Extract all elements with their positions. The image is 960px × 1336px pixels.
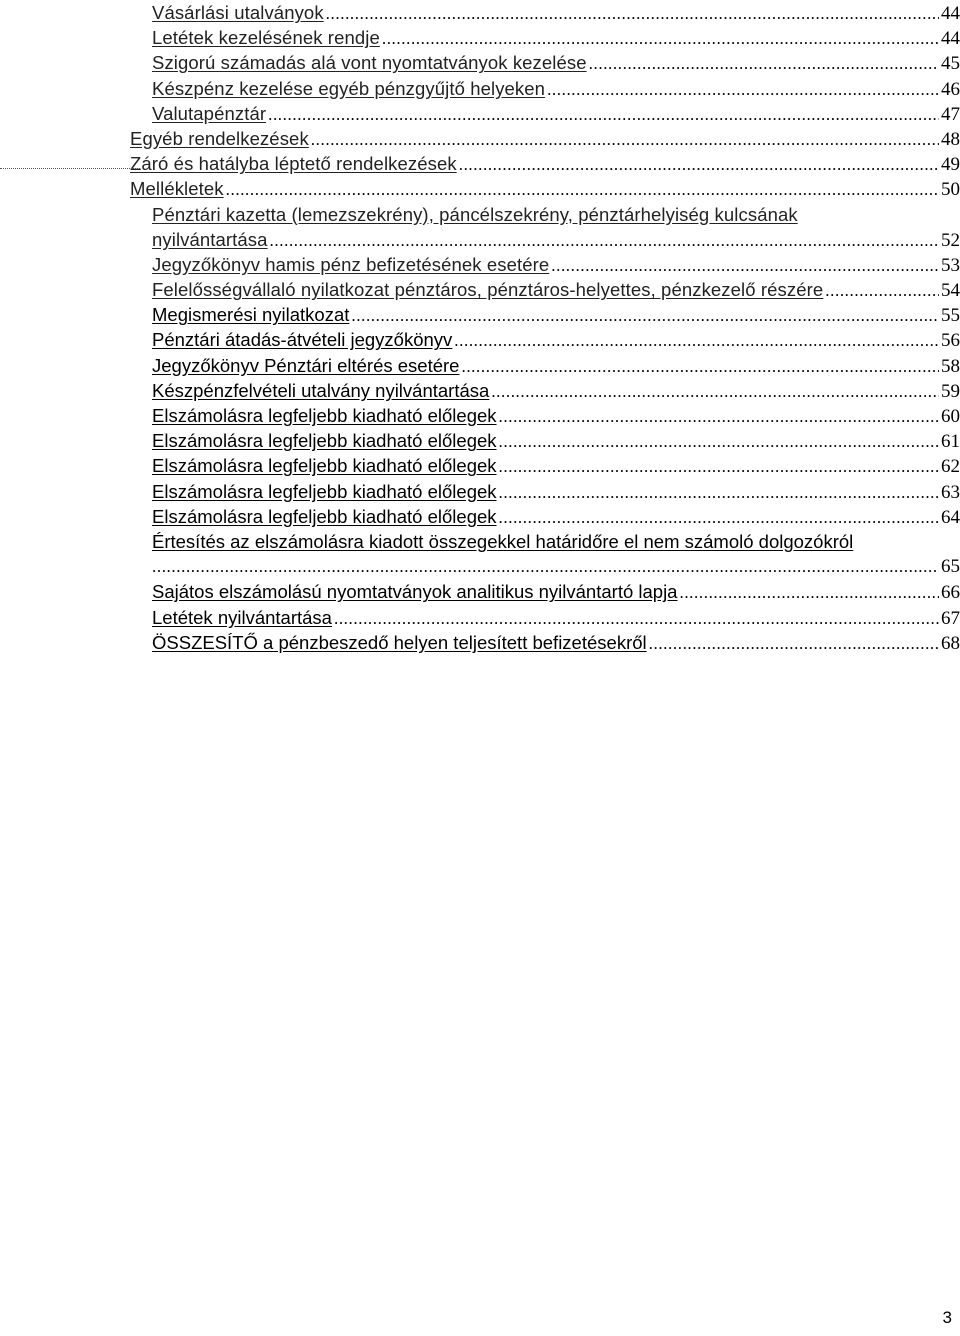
toc-entry-title[interactable]: Készpénzfelvételi utalvány nyilvántartása xyxy=(152,379,490,401)
toc-entry-title[interactable]: Letétek kezelésének rendje xyxy=(152,27,380,49)
toc-leader-dots xyxy=(499,454,939,479)
toc-entry[interactable] xyxy=(0,605,960,630)
toc-leader-dots xyxy=(152,554,939,579)
toc-entry-title[interactable]: Letétek nyilvántartása xyxy=(152,606,332,628)
toc-entry[interactable] xyxy=(0,428,960,453)
toc-page-number: 46 xyxy=(941,78,960,100)
toc-page-number: 62 xyxy=(941,456,960,478)
toc-page-number: 48 xyxy=(941,128,960,150)
toc-entry-title[interactable]: Pénztári átadás-átvételi jegyzőkönyv xyxy=(152,329,453,351)
toc-leader-dots xyxy=(499,505,939,530)
toc-leader-dots xyxy=(334,606,939,631)
toc-page-number: 59 xyxy=(941,380,960,402)
toc-page-number: 61 xyxy=(941,431,960,453)
toc-leader-dots xyxy=(589,51,939,76)
toc-page-number: 47 xyxy=(941,103,960,125)
toc-entry-title[interactable]: Valutapénztár xyxy=(152,102,267,124)
toc-entry[interactable] xyxy=(0,579,960,604)
toc-page-number: 44 xyxy=(941,3,960,24)
toc-leader-dots xyxy=(547,77,939,102)
toc-entry-title[interactable]: Felelősségvállaló nyilatkozat pénztáros, pénztáros-helyettes, pénzkezelő részére xyxy=(152,279,824,301)
toc-entry[interactable] xyxy=(0,126,960,151)
dotted-divider xyxy=(0,168,140,169)
toc-entry[interactable] xyxy=(0,76,960,101)
toc-leader-dots xyxy=(459,152,939,177)
toc-page-number: 64 xyxy=(941,506,960,528)
toc-page-number: 60 xyxy=(941,406,960,427)
toc-leader-dots xyxy=(461,354,939,379)
toc-leader-dots xyxy=(499,480,939,505)
toc-leader-dots xyxy=(491,379,939,404)
toc-leader-dots xyxy=(825,278,939,303)
toc-page-number: 53 xyxy=(941,254,960,276)
toc-page-number: 44 xyxy=(941,28,960,50)
toc-leader-dots xyxy=(499,429,939,454)
toc-page-number: 66 xyxy=(941,582,960,604)
toc-entry[interactable] xyxy=(0,453,960,478)
toc-page-number: 55 xyxy=(941,305,960,327)
toc-entry[interactable] xyxy=(0,176,960,201)
toc-entry-continuation[interactable] xyxy=(0,227,960,252)
toc-entry-title[interactable]: ÖSSZESÍTŐ a pénzbeszedő helyen teljesített befizetésekről xyxy=(152,631,647,653)
toc-entry-title[interactable]: Jegyzőkönyv hamis pénz befizetésének esetére xyxy=(152,253,550,275)
toc-leader-dots xyxy=(326,1,939,26)
toc-leader-dots xyxy=(499,404,939,429)
toc-entry-title[interactable]: Sajátos elszámolású nyomtatványok analitikus nyilvántartó lapja xyxy=(152,581,678,603)
toc-entry-title[interactable]: Mellékletek xyxy=(130,178,224,200)
footer-page-number: 3 xyxy=(942,1308,952,1327)
toc-entry-title[interactable]: Megismerési nyilatkozat xyxy=(152,304,350,326)
toc-entry-title[interactable]: Jegyzőkönyv Pénztári eltérés esetére xyxy=(152,354,460,376)
toc-page-number: 56 xyxy=(941,330,960,352)
toc-entry[interactable] xyxy=(0,50,960,75)
toc-leader-dots xyxy=(679,580,939,605)
toc-page-number: 54 xyxy=(941,280,960,302)
toc-entry[interactable] xyxy=(0,403,960,428)
toc-entry[interactable] xyxy=(0,252,960,277)
toc-entry[interactable] xyxy=(0,0,960,25)
toc-page-number: 63 xyxy=(941,481,960,503)
toc-entry-title[interactable]: Egyéb rendelkezések xyxy=(130,127,309,149)
toc-page-number: 45 xyxy=(941,53,960,75)
toc-entry-title[interactable]: Záró és hatályba léptető rendelkezések xyxy=(130,153,457,175)
toc-leader-dots xyxy=(454,328,939,353)
toc-page-number: 67 xyxy=(941,607,960,629)
toc-leader-dots xyxy=(311,127,939,152)
toc-entry[interactable] xyxy=(0,151,960,176)
toc-entry[interactable] xyxy=(0,479,960,504)
toc-page-number: 58 xyxy=(941,355,960,377)
toc-entry-title[interactable]: Elszámolásra legfeljebb kiadható előlegek xyxy=(152,480,497,502)
toc-entry[interactable] xyxy=(0,504,960,529)
toc-page-number: 65 xyxy=(941,556,960,578)
toc-entry[interactable] xyxy=(0,101,960,126)
toc-leader-dots xyxy=(268,102,939,127)
toc-leader-dots xyxy=(382,26,939,51)
toc-page-number: 68 xyxy=(941,632,960,654)
toc-entry-title[interactable]: Elszámolásra legfeljebb kiadható előlegek xyxy=(152,405,497,426)
toc-entry-title[interactable]: Vásárlási utalványok xyxy=(152,2,324,23)
toc-leader-dots xyxy=(226,177,939,202)
toc-entry[interactable] xyxy=(0,378,960,403)
toc-entry-title[interactable]: Elszámolásra legfeljebb kiadható előlegek xyxy=(152,455,497,477)
toc-entry-title[interactable]: Szigorú számadás alá vont nyomtatványok kezelése xyxy=(152,52,587,74)
toc-entry[interactable] xyxy=(0,529,960,554)
toc-entry-title[interactable]: Készpénz kezelése egyéb pénzgyűjtő helyeken xyxy=(152,77,546,99)
toc-entry-title[interactable]: Értesítés az elszámolásra kiadott összegekkel határidőre el nem számoló dolgozókról xyxy=(152,530,854,552)
toc-page-number: 52 xyxy=(941,229,960,251)
toc-leader-dots xyxy=(351,303,939,328)
toc-leader-dots xyxy=(270,228,939,253)
toc-leader-dots xyxy=(649,631,939,656)
toc-entry-continuation[interactable] xyxy=(0,554,960,579)
toc-entry-title[interactable]: Elszámolásra legfeljebb kiadható előlegek xyxy=(152,505,497,527)
toc-entry-title[interactable]: Elszámolásra legfeljebb kiadható előlegek xyxy=(152,430,497,452)
toc-entry-title[interactable]: Pénztári kazetta (lemezszekrény), páncélszekrény, pénztárhelyiség kulcsának xyxy=(152,203,798,225)
toc-entry[interactable] xyxy=(0,630,960,655)
table-of-contents xyxy=(0,0,960,655)
toc-page-number: 50 xyxy=(941,179,960,201)
toc-entry[interactable] xyxy=(0,327,960,352)
toc-entry-title[interactable]: nyilvántartása xyxy=(152,228,268,250)
toc-page-number: 49 xyxy=(941,154,960,176)
toc-entry[interactable] xyxy=(0,302,960,327)
toc-entry[interactable] xyxy=(0,25,960,50)
toc-entry[interactable] xyxy=(0,277,960,302)
toc-entry[interactable] xyxy=(0,353,960,378)
toc-leader-dots xyxy=(551,253,939,278)
toc-entry[interactable] xyxy=(0,202,960,227)
